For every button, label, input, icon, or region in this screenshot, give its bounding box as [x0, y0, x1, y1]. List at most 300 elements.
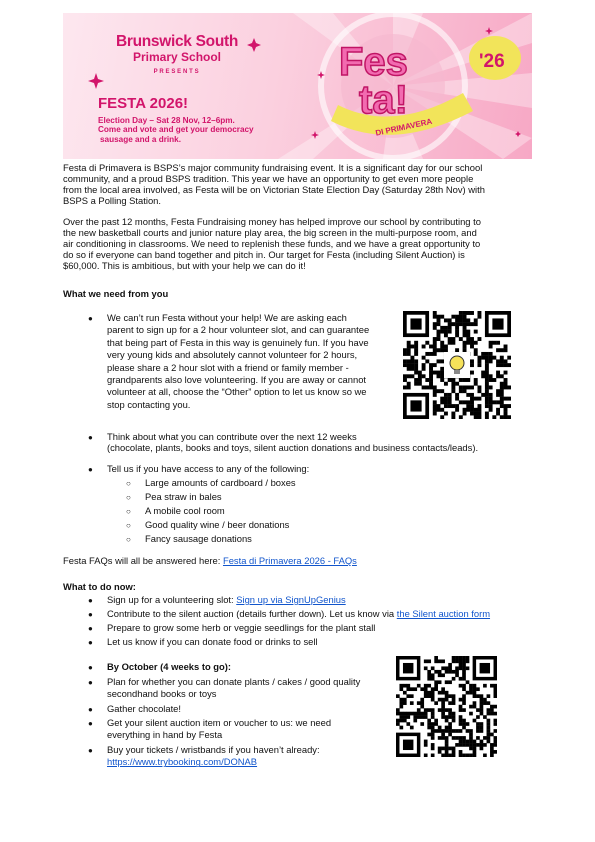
- qr-module: [410, 356, 414, 360]
- qr-module: [434, 680, 438, 684]
- qr-module: [414, 345, 418, 349]
- qr-module: [455, 666, 459, 670]
- qr-module: [407, 363, 411, 367]
- qr-finder-inner: [403, 740, 413, 750]
- volunteer-line: volunteer at all, choose the “Other” option to let us know so we: [107, 386, 367, 398]
- qr-module: [420, 687, 424, 691]
- qr-module: [507, 415, 511, 419]
- qr-module: [414, 359, 418, 363]
- contribute-paragraph: [107, 432, 478, 454]
- qr-module: [396, 712, 400, 716]
- qr-module: [466, 740, 470, 744]
- qr-module: [448, 393, 452, 397]
- qr-module: [440, 367, 444, 371]
- trybooking-link[interactable]: https://www.trybooking.com/DONAB: [107, 756, 258, 768]
- past-line: do so if everyone can band together and pitch in. Our target for Festa (including Silent Auction) is: [63, 248, 465, 260]
- qr-module: [477, 337, 481, 341]
- qr-module: [438, 750, 442, 754]
- qr-module: [438, 708, 442, 712]
- qr-module: [407, 367, 411, 371]
- qr-module: [410, 701, 414, 705]
- qr-module: [490, 747, 494, 751]
- faq-text: Festa FAQs will all be answered here:: [63, 555, 223, 566]
- october-item-tickets: [107, 745, 320, 768]
- qr-module: [444, 412, 448, 416]
- qr-module: [466, 659, 470, 663]
- qr-module: [459, 705, 463, 709]
- qr-module: [480, 726, 484, 730]
- qr-module: [448, 322, 452, 326]
- qr-module: [459, 750, 463, 754]
- qr-module: [438, 670, 442, 674]
- bullet-icon: ●: [88, 596, 93, 605]
- qr-module: [466, 333, 470, 337]
- qr-module: [483, 684, 487, 688]
- qr-module: [452, 694, 456, 698]
- qr-module: [445, 666, 449, 670]
- qr-module: [414, 371, 418, 375]
- qr-module: [455, 315, 459, 319]
- qr-module: [441, 666, 445, 670]
- qr-module: [414, 348, 418, 352]
- qr-module: [410, 367, 414, 371]
- qr-module: [480, 705, 484, 709]
- qr-module: [462, 670, 466, 674]
- qr-module: [504, 348, 508, 352]
- qr-module: [477, 363, 481, 367]
- qr-module: [507, 363, 511, 367]
- qr-module: [470, 400, 474, 404]
- qr-module: [448, 747, 452, 751]
- qr-module: [492, 378, 496, 382]
- qr-module: [433, 311, 437, 315]
- qr-module: [462, 694, 466, 698]
- qr-module: [414, 367, 418, 371]
- qr-module: [476, 743, 480, 747]
- qr-module: [429, 378, 433, 382]
- past-line: $60,000. This is ambitious, but with your help we can do it!: [63, 259, 306, 271]
- qr-module: [417, 708, 421, 712]
- qr-module: [485, 412, 489, 416]
- qr-module: [466, 318, 470, 322]
- october-item-chocolate: Gather chocolate!: [107, 703, 182, 714]
- qr-module: [455, 348, 459, 352]
- qr-module: [470, 341, 474, 345]
- qr-module: [438, 698, 442, 702]
- qr-module: [455, 397, 459, 401]
- qr-module: [487, 719, 491, 723]
- qr-module: [496, 341, 500, 345]
- qr-module: [477, 385, 481, 389]
- qr-module: [459, 318, 463, 322]
- qr-module: [481, 374, 485, 378]
- qr-module: [480, 701, 484, 705]
- qr-module: [420, 705, 424, 709]
- qr-module: [463, 341, 467, 345]
- qr-module: [489, 356, 493, 360]
- qr-module: [431, 743, 435, 747]
- qr-module: [410, 363, 414, 367]
- qr-module: [424, 740, 428, 744]
- qr-finder-inner: [480, 663, 490, 673]
- qr-module: [444, 393, 448, 397]
- qr-module: [427, 684, 431, 688]
- qr-module: [485, 393, 489, 397]
- qr-module: [445, 719, 449, 723]
- qr-module: [504, 385, 508, 389]
- qr-module: [466, 311, 470, 315]
- qr-module: [452, 747, 456, 751]
- qr-module: [414, 382, 418, 386]
- qr-module: [485, 371, 489, 375]
- qr-module: [473, 719, 477, 723]
- presents-label: PRESENTS: [153, 69, 201, 75]
- volunteer-line: We can’t run Festa without your help! We are asking each: [107, 312, 347, 323]
- qr-module: [403, 359, 407, 363]
- qr-module: [489, 352, 493, 356]
- qr-module: [429, 371, 433, 375]
- qr-module: [459, 378, 463, 382]
- qr-module: [448, 733, 452, 737]
- qr-module: [403, 715, 407, 719]
- qr-module: [448, 694, 452, 698]
- october-line: everything in hand by Festa: [107, 729, 223, 741]
- qr-module: [441, 701, 445, 705]
- qr-module: [452, 670, 456, 674]
- qr-module: [470, 311, 474, 315]
- qr-module: [448, 680, 452, 684]
- qr-module: [466, 337, 470, 341]
- qr-module: [410, 712, 414, 716]
- qr-module: [451, 341, 455, 345]
- qr-module: [441, 698, 445, 702]
- qr-module: [455, 326, 459, 330]
- qr-module: [490, 750, 494, 754]
- qr-module: [452, 698, 456, 702]
- qr-module: [417, 715, 421, 719]
- hollow-bullet-icon: ○: [126, 479, 131, 488]
- qr-module: [424, 666, 428, 670]
- qr-module: [441, 733, 445, 737]
- qr-module: [433, 352, 437, 356]
- subline-1: Election Day – Sat 28 Nov, 12–6pm.: [98, 116, 235, 125]
- qr-module: [431, 726, 435, 730]
- intro-line: Festa di Primavera is BSPS’s major community fundraising event. It is a significant day for our school: [63, 162, 483, 173]
- qr-module: [413, 712, 417, 716]
- qr-module: [480, 740, 484, 744]
- qr-module: [459, 729, 463, 733]
- qr-module: [399, 701, 403, 705]
- qr-module: [469, 733, 473, 737]
- qr-module: [445, 715, 449, 719]
- qr-module: [448, 722, 452, 726]
- qr-module: [494, 691, 497, 695]
- qr-module: [448, 404, 452, 408]
- qr-module: [424, 684, 428, 688]
- qr-module: [399, 715, 403, 719]
- qr-module: [451, 389, 455, 393]
- qr-module: [455, 659, 459, 663]
- qr-module: [487, 733, 491, 737]
- qr-module: [469, 743, 473, 747]
- qr-module: [403, 701, 407, 705]
- qr-module: [413, 719, 417, 723]
- qr-module: [403, 385, 407, 389]
- qr-module: [500, 415, 504, 419]
- qr-module: [445, 670, 449, 674]
- qr-module: [485, 389, 489, 393]
- qr-module: [474, 348, 478, 352]
- school-line2: Primary School: [132, 50, 222, 64]
- qr-module: [500, 374, 504, 378]
- silent-auction-form-link[interactable]: the Silent auction form: [396, 608, 491, 619]
- qr-module: [445, 729, 449, 733]
- qr-module: [448, 341, 452, 345]
- qr-module: [459, 400, 463, 404]
- qr-module: [438, 747, 442, 751]
- qr-module: [480, 747, 484, 751]
- need-heading: What we need from you: [63, 288, 169, 299]
- qr-module: [451, 412, 455, 416]
- qr-module: [476, 722, 480, 726]
- qr-module: [433, 341, 437, 345]
- qr-module: [463, 400, 467, 404]
- qr-module: [403, 712, 407, 716]
- qr-module: [399, 719, 403, 723]
- qr-module: [462, 659, 466, 663]
- qr-module: [420, 715, 424, 719]
- qr-finder-inner: [410, 318, 421, 329]
- qr-module: [451, 337, 455, 341]
- qr-module: [462, 736, 466, 740]
- qr-module: [462, 677, 466, 681]
- qr-module: [459, 322, 463, 326]
- qr-module: [429, 352, 433, 356]
- qr-module: [462, 673, 466, 677]
- qr-module: [474, 378, 478, 382]
- access-prompt: Tell us if you have access to any of the following:: [107, 463, 310, 474]
- qr-module: [494, 750, 497, 754]
- qr-module: [455, 408, 459, 412]
- qr-module: [425, 352, 429, 356]
- qr-module: [459, 684, 463, 688]
- qr-module: [427, 659, 431, 663]
- qr-module: [455, 670, 459, 674]
- qr-module: [420, 701, 424, 705]
- qr-module: [431, 694, 435, 698]
- qr-module: [424, 743, 428, 747]
- qr-module: [459, 677, 463, 681]
- qr-module: [469, 712, 473, 716]
- signup-qr-code[interactable]: [403, 311, 511, 419]
- qr-finder-inner: [403, 663, 413, 673]
- qr-module: [496, 408, 500, 412]
- qr-module: [474, 408, 478, 412]
- qr-module: [455, 736, 459, 740]
- qr-module: [494, 729, 497, 733]
- qr-module: [473, 750, 477, 754]
- contribute-line: Think about what you can contribute over the next 12 weeks: [107, 431, 357, 442]
- october-line: secondhand books or toys: [107, 688, 217, 700]
- qr-module: [483, 701, 487, 705]
- qr-module: [507, 385, 511, 389]
- qr-module: [476, 687, 480, 691]
- qr-module: [455, 382, 459, 386]
- qr-module: [477, 311, 481, 315]
- qr-module: [399, 726, 403, 730]
- qr-module: [431, 729, 435, 733]
- qr-module: [444, 318, 448, 322]
- qr-module: [440, 408, 444, 412]
- qr-module: [403, 684, 407, 688]
- logo-ribbon-text: DI PRIMAVERA: [374, 116, 433, 138]
- volunteer-line: please share a 2 hour slot with a friend or family member -: [107, 361, 349, 373]
- qr-module: [463, 378, 467, 382]
- bullet-icon: ●: [88, 610, 93, 619]
- qr-module: [463, 318, 467, 322]
- bullet-icon: ●: [88, 638, 93, 647]
- qr-module: [424, 687, 428, 691]
- qr-finder-inner: [410, 400, 421, 411]
- qr-module: [414, 341, 418, 345]
- qr-module: [473, 687, 477, 691]
- qr-module: [466, 656, 470, 660]
- todo-item-text: Sign up for a volunteering slot:: [107, 594, 237, 605]
- qr-module: [431, 698, 435, 702]
- qr-module: [469, 729, 473, 733]
- qr-module: [431, 747, 435, 751]
- october-line: Plan for whether you can donate plants / cakes / good quality: [107, 676, 361, 687]
- qr-module: [452, 701, 456, 705]
- qr-module: [459, 315, 463, 319]
- qr-module: [452, 659, 456, 663]
- qr-module: [473, 754, 477, 757]
- qr-module: [407, 385, 411, 389]
- qr-module: [476, 726, 480, 730]
- faq-link[interactable]: Festa di Primavera 2026 - FAQs: [222, 555, 357, 566]
- qr-module: [406, 712, 410, 716]
- qr-module: [427, 677, 431, 681]
- todo-item-auction: [107, 609, 490, 620]
- qr-module: [459, 754, 463, 757]
- qr-module: [433, 326, 437, 330]
- qr-module: [437, 389, 441, 393]
- qr-module: [427, 691, 431, 695]
- qr-module: [441, 687, 445, 691]
- qr-module: [481, 393, 485, 397]
- qr-module: [431, 673, 435, 677]
- qr-module: [437, 359, 441, 363]
- qr-module: [496, 389, 500, 393]
- qr-module: [422, 385, 426, 389]
- hollow-bullet-icon: ○: [126, 493, 131, 502]
- banner-subline: [98, 116, 308, 144]
- volunteer-paragraph: [107, 313, 397, 411]
- qr-module: [434, 701, 438, 705]
- qr-module: [406, 687, 410, 691]
- qr-module: [440, 400, 444, 404]
- qr-module: [485, 382, 489, 386]
- qr-module: [462, 666, 466, 670]
- qr-module: [427, 708, 431, 712]
- qr-module: [494, 743, 497, 747]
- qr-module: [438, 729, 442, 733]
- qr-module: [448, 726, 452, 730]
- qr-module: [444, 400, 448, 404]
- qr-module: [500, 393, 504, 397]
- qr-module: [470, 371, 474, 375]
- qr-module: [427, 670, 431, 674]
- qr-module: [414, 378, 418, 382]
- qr-module: [425, 359, 429, 363]
- october-line: Buy your tickets / wristbands if you haven’t already:: [107, 744, 320, 755]
- qr-module: [459, 415, 463, 419]
- qr-module: [448, 330, 452, 334]
- qr-module: [403, 348, 407, 352]
- qr-module: [448, 400, 452, 404]
- qr-module: [424, 715, 428, 719]
- qr-module: [429, 374, 433, 378]
- volunteer-line: very young kids and absolutely cannot volunteer for 2 hours,: [107, 349, 358, 361]
- qr-module: [429, 385, 433, 389]
- qr-module: [481, 356, 485, 360]
- access-item: Good quality wine / beer donations: [145, 519, 290, 530]
- qr-module: [445, 740, 449, 744]
- qr-module: [420, 698, 424, 702]
- qr-module: [487, 729, 491, 733]
- qr-module: [448, 670, 452, 674]
- qr-module: [487, 708, 491, 712]
- qr-module: [437, 374, 441, 378]
- qr-module: [399, 698, 403, 702]
- qr-module: [466, 408, 470, 412]
- qr-module: [481, 371, 485, 375]
- qr-module: [459, 389, 463, 393]
- qr-module: [444, 326, 448, 330]
- qr-module: [463, 385, 467, 389]
- qr-module: [424, 754, 428, 757]
- qr-module: [444, 333, 448, 337]
- qr-module: [407, 345, 411, 349]
- qr-module: [429, 363, 433, 367]
- qr-module: [455, 673, 459, 677]
- qr-module: [480, 694, 484, 698]
- qr-module: [438, 659, 442, 663]
- qr-module: [417, 712, 421, 716]
- qr-module: [424, 708, 428, 712]
- qr-module: [477, 356, 481, 360]
- qr-module: [440, 348, 444, 352]
- subline-2: Come and vote and get your democracy: [98, 125, 254, 135]
- qr-module: [487, 736, 491, 740]
- qr-module: [474, 382, 478, 386]
- qr-module: [448, 397, 452, 401]
- qr-module: [490, 705, 494, 709]
- signup-link[interactable]: Sign up via SignUpGenius: [236, 594, 346, 605]
- qr-module: [451, 378, 455, 382]
- qr-module: [410, 694, 414, 698]
- qr-module: [410, 359, 414, 363]
- qr-module: [399, 705, 403, 709]
- qr-module: [487, 740, 491, 744]
- qr-module: [487, 712, 491, 716]
- qr-module: [487, 701, 491, 705]
- qr-module: [485, 363, 489, 367]
- trybooking-qr-code[interactable]: [396, 656, 497, 757]
- qr-module: [504, 404, 508, 408]
- qr-module: [462, 701, 466, 705]
- qr-module: [489, 408, 493, 412]
